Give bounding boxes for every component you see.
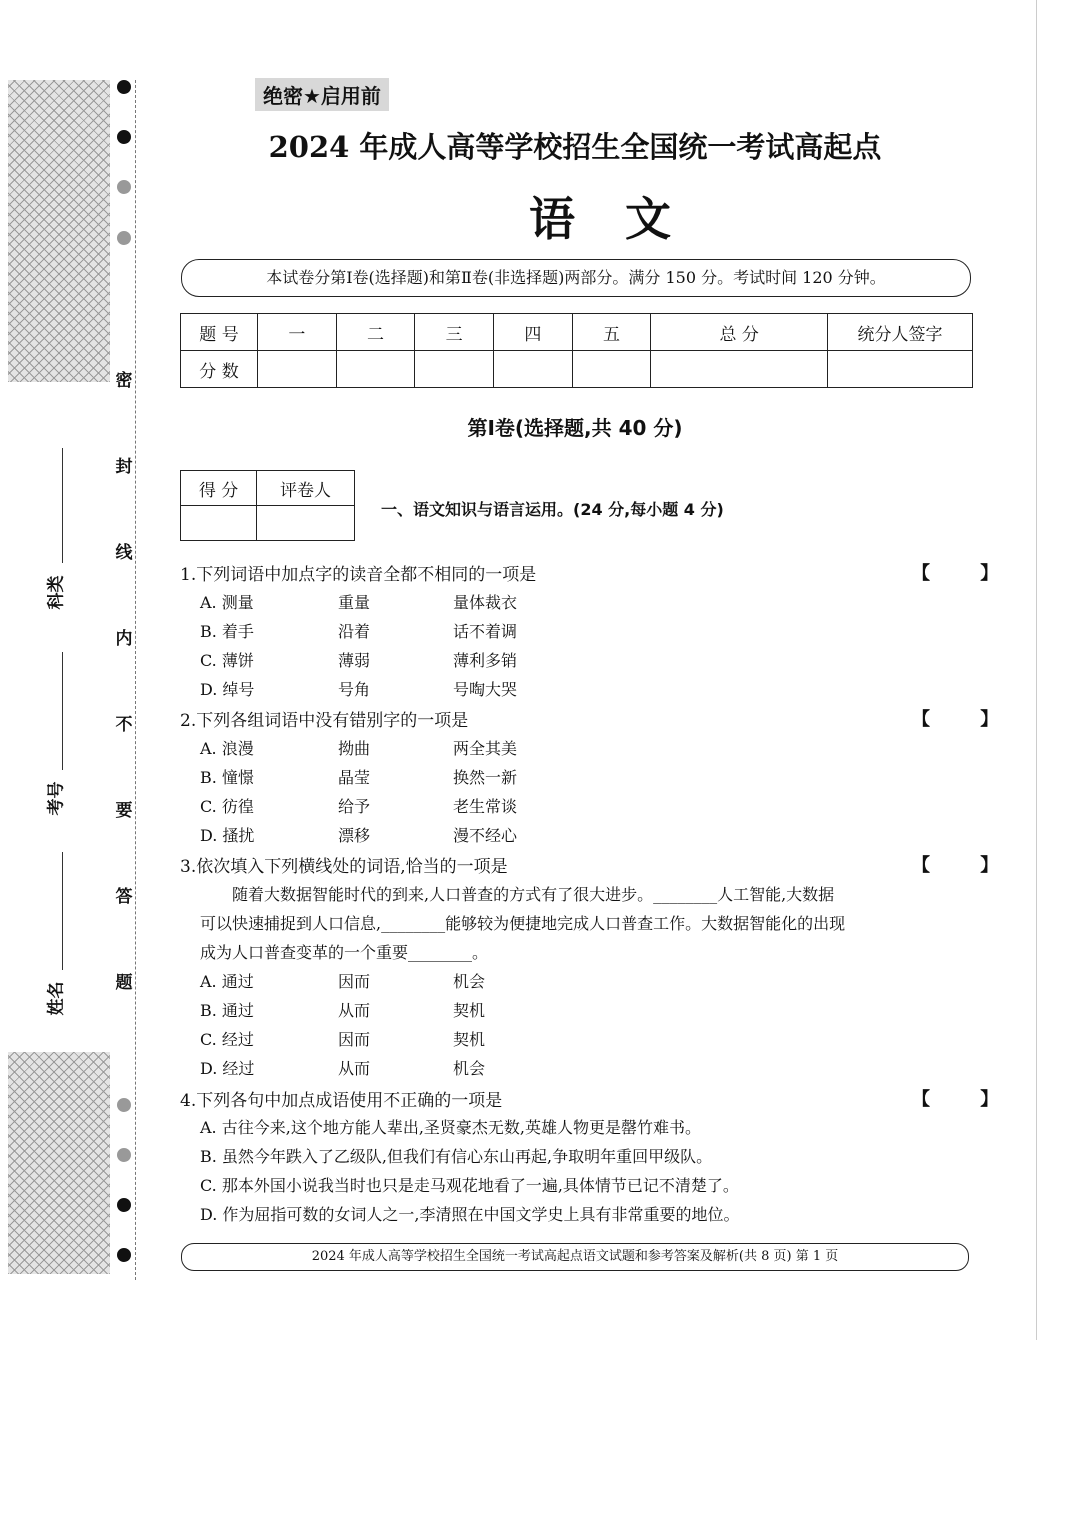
grader-score-cell[interactable] (181, 506, 257, 541)
option-label: D. 搔扰 (200, 826, 255, 845)
seal-char: 内 (114, 624, 134, 649)
subject-title: 语文 (529, 192, 721, 246)
grader-table (180, 470, 355, 541)
score-table-cell: 五 (572, 314, 651, 351)
seal-char: 答 (114, 882, 134, 907)
option-word: 契机 (453, 1030, 486, 1049)
option-word: 晶莹 (338, 768, 371, 787)
option-word: 拗曲 (338, 739, 371, 758)
option-label: A. 测量 (200, 593, 254, 612)
option-label: C. 经过 (200, 1030, 254, 1049)
score-table-header-row (181, 314, 973, 351)
score-entry-cell[interactable] (828, 351, 973, 388)
binding-hole (117, 231, 131, 245)
option-word: 老生常谈 (453, 797, 518, 816)
section-title: 一、语文知识与语言运用。(24 分,每小题 4 分) (381, 500, 724, 519)
score-entry-cell[interactable] (651, 351, 828, 388)
option-label: B. 着手 (200, 622, 254, 641)
option-word: 量体裁衣 (453, 593, 518, 612)
option-label: B. 憧憬 (200, 768, 254, 787)
binding-hole (117, 1098, 131, 1112)
option-word: 重量 (338, 593, 371, 612)
name-fill-line[interactable] (62, 852, 63, 970)
option-word: 沿着 (338, 622, 371, 641)
option-sentence: B. 虽然今年跌入了乙级队,但我们有信心东山再起,争取明年重回甲级队。 (200, 1147, 713, 1166)
seal-char: 要 (114, 796, 134, 821)
exam-instructions: 本试卷分第Ⅰ卷(选择题)和第Ⅱ卷(非选择题)两部分。满分 150 分。考试时间 120 分钟。 (181, 259, 971, 297)
option-word: 两全其美 (453, 739, 518, 758)
option-label: C. 彷徨 (200, 797, 254, 816)
name-label: 姓名 (46, 981, 67, 1016)
binding-hole (117, 1148, 131, 1162)
option-label: D. 经过 (200, 1059, 255, 1078)
score-table-score-row (181, 351, 973, 388)
option-word: 号角 (338, 680, 371, 699)
scan-edge (1036, 0, 1037, 1340)
option-word: 从而 (338, 1059, 371, 1078)
score-table-cell: 四 (494, 314, 573, 351)
seal-char: 不 (114, 710, 134, 735)
score-entry-cell[interactable] (494, 351, 573, 388)
option-word: 薄利多销 (453, 651, 518, 670)
binding-hole (117, 130, 131, 144)
question-stem: 2.下列各组词语中没有错别字的一项是 (180, 711, 469, 731)
option-word: 给予 (338, 797, 371, 816)
subject-type-fill-line[interactable] (62, 448, 63, 563)
score-entry-cell[interactable] (572, 351, 651, 388)
score-entry-cell[interactable] (415, 351, 494, 388)
option-word: 因而 (338, 972, 371, 991)
score-table-cell: 二 (336, 314, 415, 351)
binding-hatch-top (8, 80, 110, 382)
option-word: 漂移 (338, 826, 371, 845)
grader-table-header: 得 分 (181, 471, 257, 506)
subject-type-label: 科类 (46, 575, 67, 610)
option-label: A. 浪漫 (200, 739, 254, 758)
option-label: C. 薄饼 (200, 651, 254, 670)
option-sentence: A. 古往今来,这个地方能人辈出,圣贤豪杰无数,英雄人物更是罄竹难书。 (200, 1118, 701, 1137)
volume-title: 第Ⅰ卷(选择题,共 40 分) (467, 416, 683, 440)
option-word: 号啕大哭 (453, 680, 518, 699)
grader-name-cell[interactable] (257, 506, 355, 541)
option-word: 话不着调 (453, 622, 518, 641)
answer-bracket[interactable]: 【 】 (912, 563, 1021, 584)
binding-hole (117, 80, 131, 94)
option-label: D. 绰号 (200, 680, 255, 699)
seal-dashed-line (135, 80, 136, 1280)
page-footer: 2024 年成人高等学校招生全国统一考试高起点语文试题和参考答案及解析(共 8 页) 第 1 页 (181, 1243, 969, 1271)
option-word: 换然一新 (453, 768, 518, 787)
score-entry-cell[interactable] (258, 351, 337, 388)
option-word: 契机 (453, 1001, 486, 1020)
score-table-cell: 分 数 (181, 351, 258, 388)
question-stem: 1.下列词语中加点字的读音全都不相同的一项是 (180, 565, 537, 585)
score-table-cell: 一 (258, 314, 337, 351)
option-word: 漫不经心 (453, 826, 518, 845)
exam-title: 2024 年成人高等学校招生全国统一考试高起点 (268, 130, 882, 164)
score-table-cell: 统分人签字 (828, 314, 973, 351)
question-stem: 4.下列各句中加点成语使用不正确的一项是 (180, 1091, 503, 1111)
seal-char: 题 (114, 968, 134, 993)
answer-bracket[interactable]: 【 】 (912, 1089, 1021, 1110)
score-table-cell: 三 (415, 314, 494, 351)
binding-hole (117, 1198, 131, 1212)
seal-char: 线 (114, 538, 134, 563)
option-label: B. 通过 (200, 1001, 254, 1020)
binding-hole (117, 1248, 131, 1262)
passage-line: 随着大数据智能时代的到来,人口普查的方式有了很大进步。________人工智能,大数据 (232, 885, 835, 904)
grader-table-header: 评卷人 (257, 471, 355, 506)
option-sentence: D. 作为屈指可数的女词人之一,李清照在中国文学史上具有非常重要的地位。 (200, 1205, 740, 1224)
exam-number-label: 考号 (46, 781, 67, 816)
passage-line: 成为人口普查变革的一个重要________。 (200, 943, 489, 962)
answer-bracket[interactable]: 【 】 (912, 709, 1021, 730)
option-word: 因而 (338, 1030, 371, 1049)
option-word: 薄弱 (338, 651, 371, 670)
binding-hole (117, 180, 131, 194)
question-stem: 3.依次填入下列横线处的词语,恰当的一项是 (180, 857, 508, 877)
option-sentence: C. 那本外国小说我当时也只是走马观花地看了一遍,具体情节已记不清楚了。 (200, 1176, 739, 1195)
score-table (180, 313, 973, 388)
option-word: 机会 (453, 1059, 486, 1078)
option-word: 机会 (453, 972, 486, 991)
binding-hatch-bottom (8, 1052, 110, 1274)
score-table-cell: 题 号 (181, 314, 258, 351)
score-table-cell: 总 分 (651, 314, 828, 351)
seal-char: 封 (114, 452, 134, 477)
passage-line: 可以快速捕捉到人口信息,________能够较为便捷地完成人口普查工作。大数据智能化的出现 (200, 914, 846, 933)
option-word: 从而 (338, 1001, 371, 1020)
confidential-stamp: 绝密★启用前 (255, 78, 389, 111)
exam-number-fill-line[interactable] (62, 652, 63, 770)
seal-char: 密 (114, 366, 134, 391)
score-entry-cell[interactable] (336, 351, 415, 388)
option-label: A. 通过 (200, 972, 254, 991)
answer-bracket[interactable]: 【 】 (912, 855, 1021, 876)
